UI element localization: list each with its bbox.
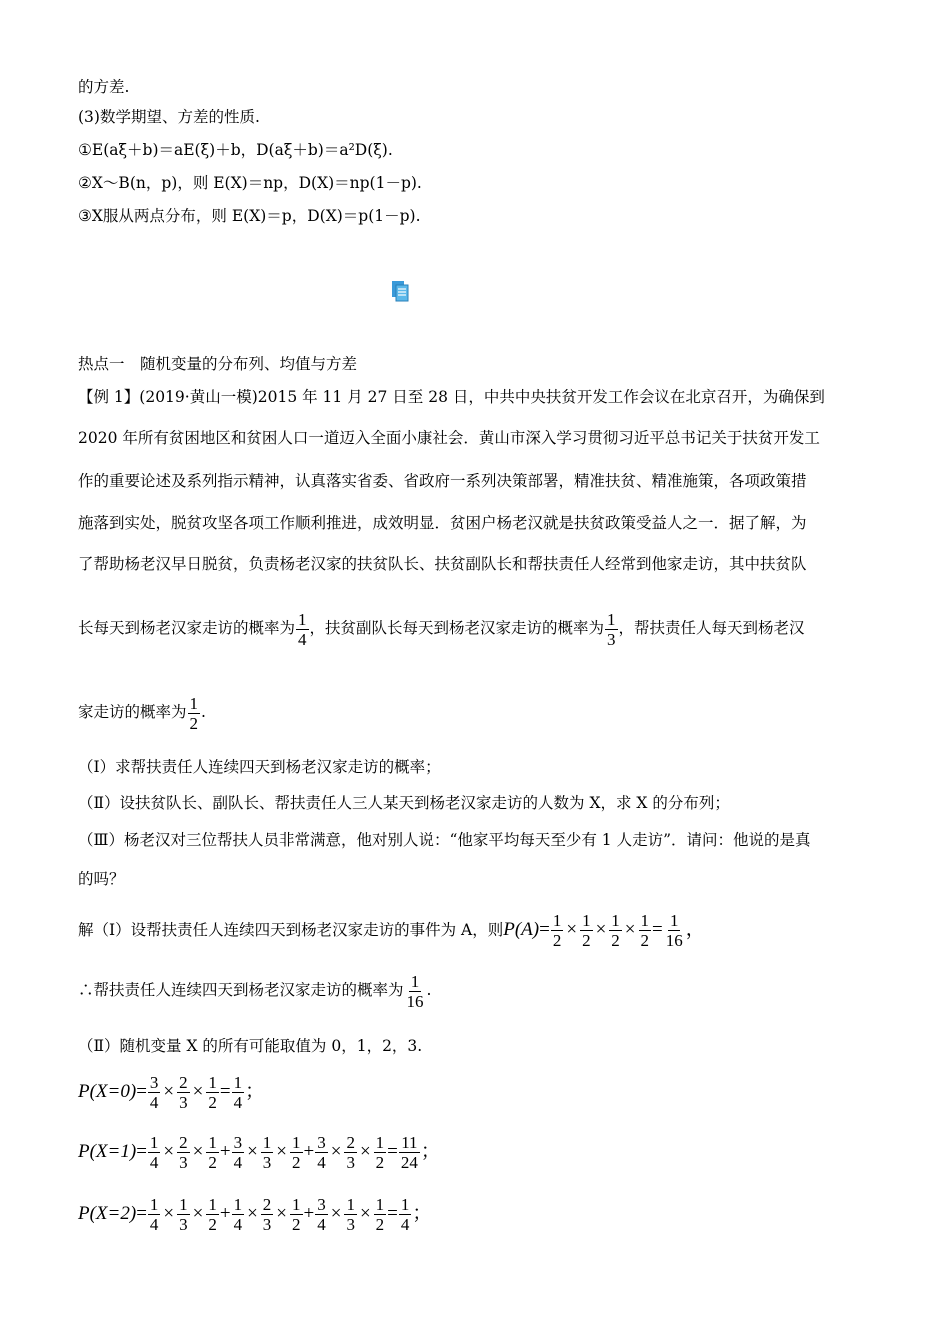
text: 解（Ⅰ）设帮扶责任人连续四天到杨老汉家走访的事件为 A，则 [78, 921, 504, 939]
text-line: 的方差. [78, 78, 130, 96]
solution-line-1 [78, 908, 705, 952]
document-icon [391, 280, 409, 302]
paragraph-line: 作的重要论述及系列指示精神，认真落实省委、省政府一系列决策部署，精准扶贫、精准施策，各项政策措 [78, 472, 807, 490]
paragraph-line: 了帮助杨老汉早日脱贫，负责杨老汉家的扶贫队长、扶贫副队长和帮扶责任人经常到他家走访，其中扶贫队 [78, 555, 807, 573]
equation: P(A)= $\frac{1}{2}$ × $\frac{1}{2}$ × $\frac{1}{2}$ × $\frac{1}{2}$ = $\frac{1}{16}$ ， [503, 911, 705, 951]
question-1: （Ⅰ）求帮扶责任人连续四天到杨老汉家走访的概率； [78, 758, 441, 776]
question-2: （Ⅱ）设扶贫队长、副队长、帮扶责任人三人某天到杨老汉家走访的人数为 X，求 X 的分布列； [78, 794, 730, 812]
text-line: ③X服从两点分布，则 E(X)＝p，D(X)＝p(1－p). [78, 207, 421, 225]
paragraph-line-with-fractions [78, 606, 805, 650]
text: . [426, 981, 432, 999]
fraction-one-third: $\frac{1}{3}$ [607, 609, 616, 649]
text: ，帮扶责任人每天到杨老汉 [618, 619, 805, 637]
text: 长每天到杨老汉家走访的概率为 [78, 619, 296, 637]
paragraph-line-with-fraction [78, 690, 206, 734]
text-line: (3)数学期望、方差的性质. [78, 108, 260, 126]
text-line: ②X～B(n，p)，则 E(X)＝np，D(X)＝np(1－p). [78, 174, 422, 192]
text: ∴帮扶责任人连续四天到杨老汉家走访的概率为 [78, 981, 404, 999]
text: 家走访的概率为 [78, 703, 187, 721]
section-heading: 热点一 随机变量的分布列、均值与方差 [78, 355, 358, 373]
text-line: ①E(aξ＋b)＝aE(ξ)＋b，D(aξ＋b)＝a²D(ξ). [78, 141, 393, 159]
solution-line-2 [78, 968, 431, 1012]
paragraph-line: 【例 1】(2019·黄山一模)2015 年 11 月 27 日至 28 日，中共中央扶贫开发工作会议在北京召开，为确保到 [78, 388, 825, 406]
question-3: （Ⅲ）杨老汉对三位帮扶人员非常满意，他对别人说：“他家平均每天至少有 1 人走访”．请问：他说的是真 [78, 831, 811, 849]
paragraph-line: 2020 年所有贫困地区和贫困人口一道迈入全面小康社会．黄山市深入学习贯彻习近平总书记关于扶贫开发工 [78, 429, 820, 447]
equation-px1: P(X=1)= $\frac{1}{4}$ × $\frac{2}{3}$ × $\frac{1}{2}$ + $\frac{3}{4}$ × $\frac{1}{3}$ × $\frac{1}{2}$ + $\frac{3}{4}$ × $\frac{2}{3}$ × $\frac{1}{2}$ = $\frac{11}{24}$ ； [78, 1133, 440, 1173]
paragraph-line: 施落到实处，脱贫攻坚各项工作顺利推进，成效明显．贫困户杨老汉就是扶贫政策受益人之一．据了解，为 [78, 514, 807, 532]
question-3-continued: 的吗？ [78, 870, 125, 888]
fraction-one-quarter: $\frac{1}{4}$ [298, 609, 307, 649]
fraction-one-sixteenth: $\frac{1}{16}$ [406, 971, 424, 1011]
solution-line-3: （Ⅱ）随机变量 X 的所有可能取值为 0，1，2，3. [78, 1037, 423, 1055]
text: ，扶贫副队长每天到杨老汉家走访的概率为 [309, 619, 605, 637]
text: . [201, 703, 206, 721]
equation-px0: P(X=0)= $\frac{3}{4}$ × $\frac{2}{3}$ × $\frac{1}{2}$ = $\frac{1}{4}$ ； [78, 1073, 265, 1113]
equation-px2: P(X=2)= $\frac{1}{4}$ × $\frac{1}{3}$ × $\frac{1}{2}$ + $\frac{1}{4}$ × $\frac{2}{3}$ × $\frac{1}{2}$ + $\frac{3}{4}$ × $\frac{1}{3}$ × $\frac{1}{2}$ = $\frac{1}{4}$ ； [78, 1195, 432, 1235]
fraction-one-half: $\frac{1}{2}$ [189, 693, 199, 733]
